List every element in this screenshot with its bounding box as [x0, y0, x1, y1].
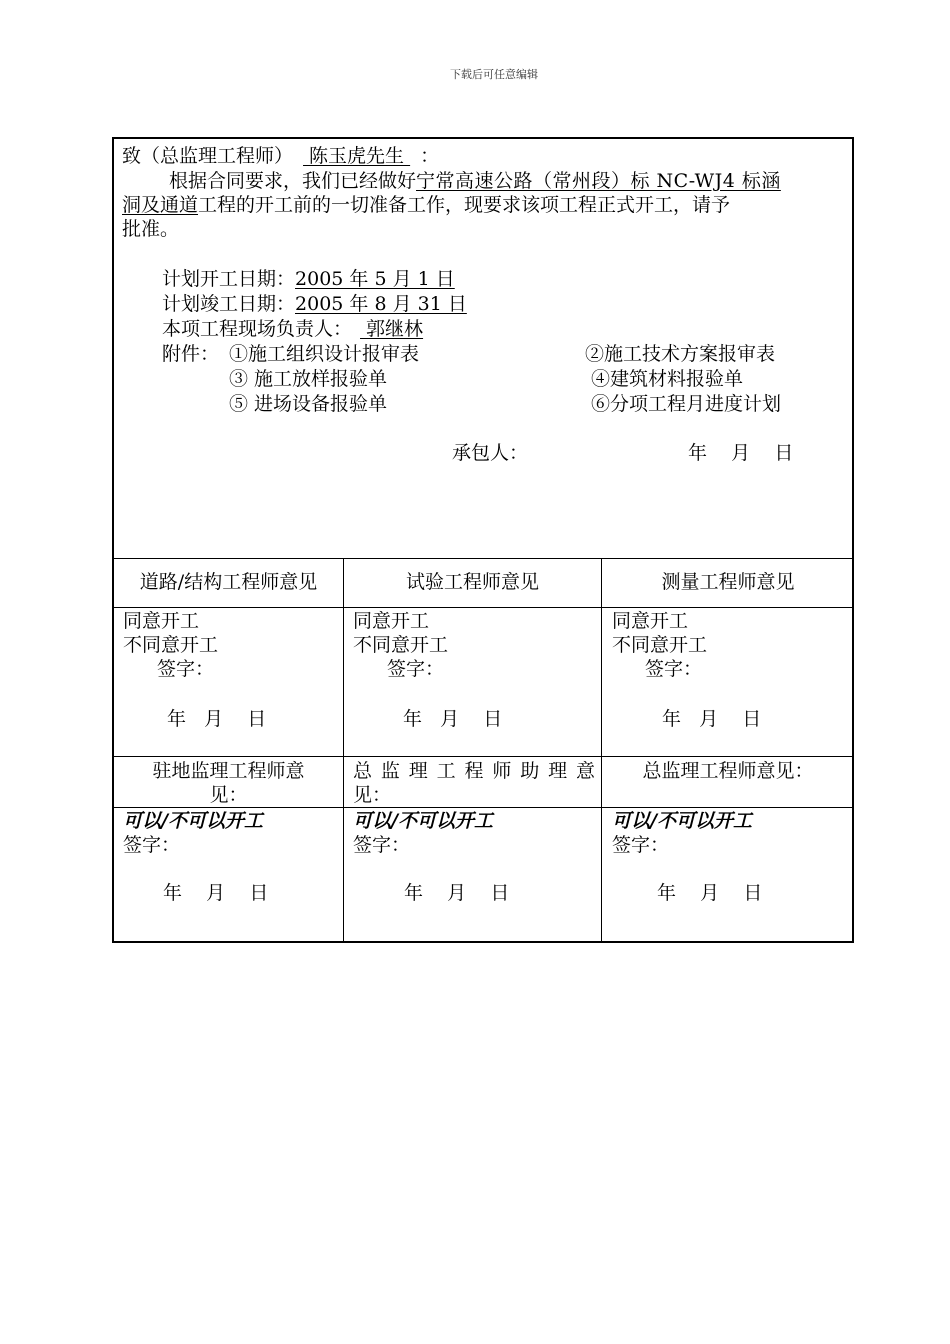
contractor-label: 承包人： — [452, 442, 529, 464]
sign-date: 年 月 日 — [404, 882, 510, 904]
chief-assistant-header-line1: 总 监 理 工 程 师 助 理 意 — [353, 760, 595, 782]
sign-label: 签字： — [387, 658, 445, 680]
chief-assistant-header-line2: 见： — [353, 784, 392, 806]
body-line-1 — [169, 169, 781, 193]
resident-engineer-opinion — [123, 809, 338, 905]
manager-label: 本项工程现场负责人： — [162, 318, 353, 340]
chief-assistant-opinion — [353, 809, 593, 905]
sign-date: 年 月 日 — [403, 708, 503, 730]
divider — [114, 607, 852, 608]
resident-engineer-header-line1: 驻地监理工程师意 — [152, 760, 305, 782]
road-structure-engineer-header: 道路/结构工程师意见 — [139, 571, 318, 593]
sign-label: 签字： — [645, 658, 703, 680]
survey-engineer-header: 测量工程师意见 — [661, 571, 795, 593]
body-line-3: 批准。 — [122, 218, 180, 240]
divider — [114, 807, 852, 808]
addressee-suffix: ： — [420, 145, 440, 167]
attachment-item: ③ 施工放样报验单 — [229, 368, 388, 390]
contractor-date: 年 月 日 — [688, 442, 794, 464]
attachment-item: ②施工技术方案报审表 — [585, 343, 776, 365]
attachment-item: ④建筑材料报验单 — [591, 368, 744, 390]
column-divider — [601, 558, 602, 943]
header-note: 下载后可任意编辑 — [450, 68, 538, 81]
disagree-option: 不同意开工 — [353, 634, 449, 656]
plan-end-line — [162, 292, 467, 316]
sign-label: 签字： — [353, 834, 411, 856]
plan-start-label: 计划开工日期： — [162, 268, 296, 290]
approval-choice: 可以/不可以开工 — [353, 810, 493, 832]
attachment-item: ⑤ 进场设备报验单 — [229, 393, 388, 415]
sign-date: 年 月 日 — [662, 708, 762, 730]
attachments-label: 附件： — [162, 343, 220, 365]
attachment-item: ⑥分项工程月进度计划 — [591, 393, 782, 415]
manager-value: 郭继林 — [360, 318, 424, 340]
sign-date: 年 月 日 — [163, 882, 269, 904]
test-engineer-header: 试验工程师意见 — [405, 571, 539, 593]
manager-line — [162, 317, 431, 341]
test-opinion — [353, 609, 593, 731]
attachment-item: ①施工组织设计报审表 — [229, 343, 420, 365]
agree-option: 同意开工 — [353, 610, 430, 632]
plan-start-value: 2005 年 5 月 1 日 — [295, 268, 455, 290]
agree-option: 同意开工 — [612, 610, 689, 632]
plan-end-value: 2005 年 8 月 31 日 — [295, 293, 467, 315]
agree-option: 同意开工 — [123, 610, 200, 632]
chief-engineer-header: 总监理工程师意见： — [642, 760, 814, 782]
addressee-name: 陈玉虎先生 — [303, 145, 411, 167]
resident-engineer-header-line2: 见： — [209, 784, 248, 806]
approval-choice: 可以/不可以开工 — [612, 810, 752, 832]
plan-end-label: 计划竣工日期： — [162, 293, 296, 315]
addressee-line — [122, 144, 439, 168]
column-divider — [343, 558, 344, 943]
disagree-option: 不同意开工 — [612, 634, 708, 656]
divider — [114, 558, 852, 559]
chief-engineer-opinion — [612, 809, 852, 905]
sign-label: 签字： — [123, 834, 181, 856]
body-line2-rest: 工程的开工前的一切准备工作，现要求该项工程正式开工，请予 — [198, 194, 731, 216]
chief-assistant-header — [353, 759, 595, 807]
divider — [114, 756, 852, 757]
plan-start-line — [162, 267, 455, 291]
resident-engineer-header — [114, 759, 343, 807]
survey-opinion — [612, 609, 852, 731]
sign-label: 签字： — [612, 834, 670, 856]
addressee-prefix: 致（总监理工程师） — [122, 145, 294, 167]
body-line-2 — [122, 193, 730, 217]
sign-date: 年 月 日 — [167, 708, 267, 730]
sign-date: 年 月 日 — [657, 882, 763, 904]
road-structure-opinion — [123, 609, 338, 731]
disagree-option: 不同意开工 — [123, 634, 219, 656]
body-line1-prefix: 根据合同要求，我们已经做好 — [169, 170, 417, 192]
project-name-a: 宁常高速公路（常州段）标 NC-WJ4 标涵 — [416, 170, 781, 192]
approval-choice: 可以/不可以开工 — [123, 810, 263, 832]
project-name-b: 洞及通道 — [122, 194, 199, 216]
sign-label: 签字： — [157, 658, 215, 680]
commencement-application-form — [112, 137, 854, 943]
